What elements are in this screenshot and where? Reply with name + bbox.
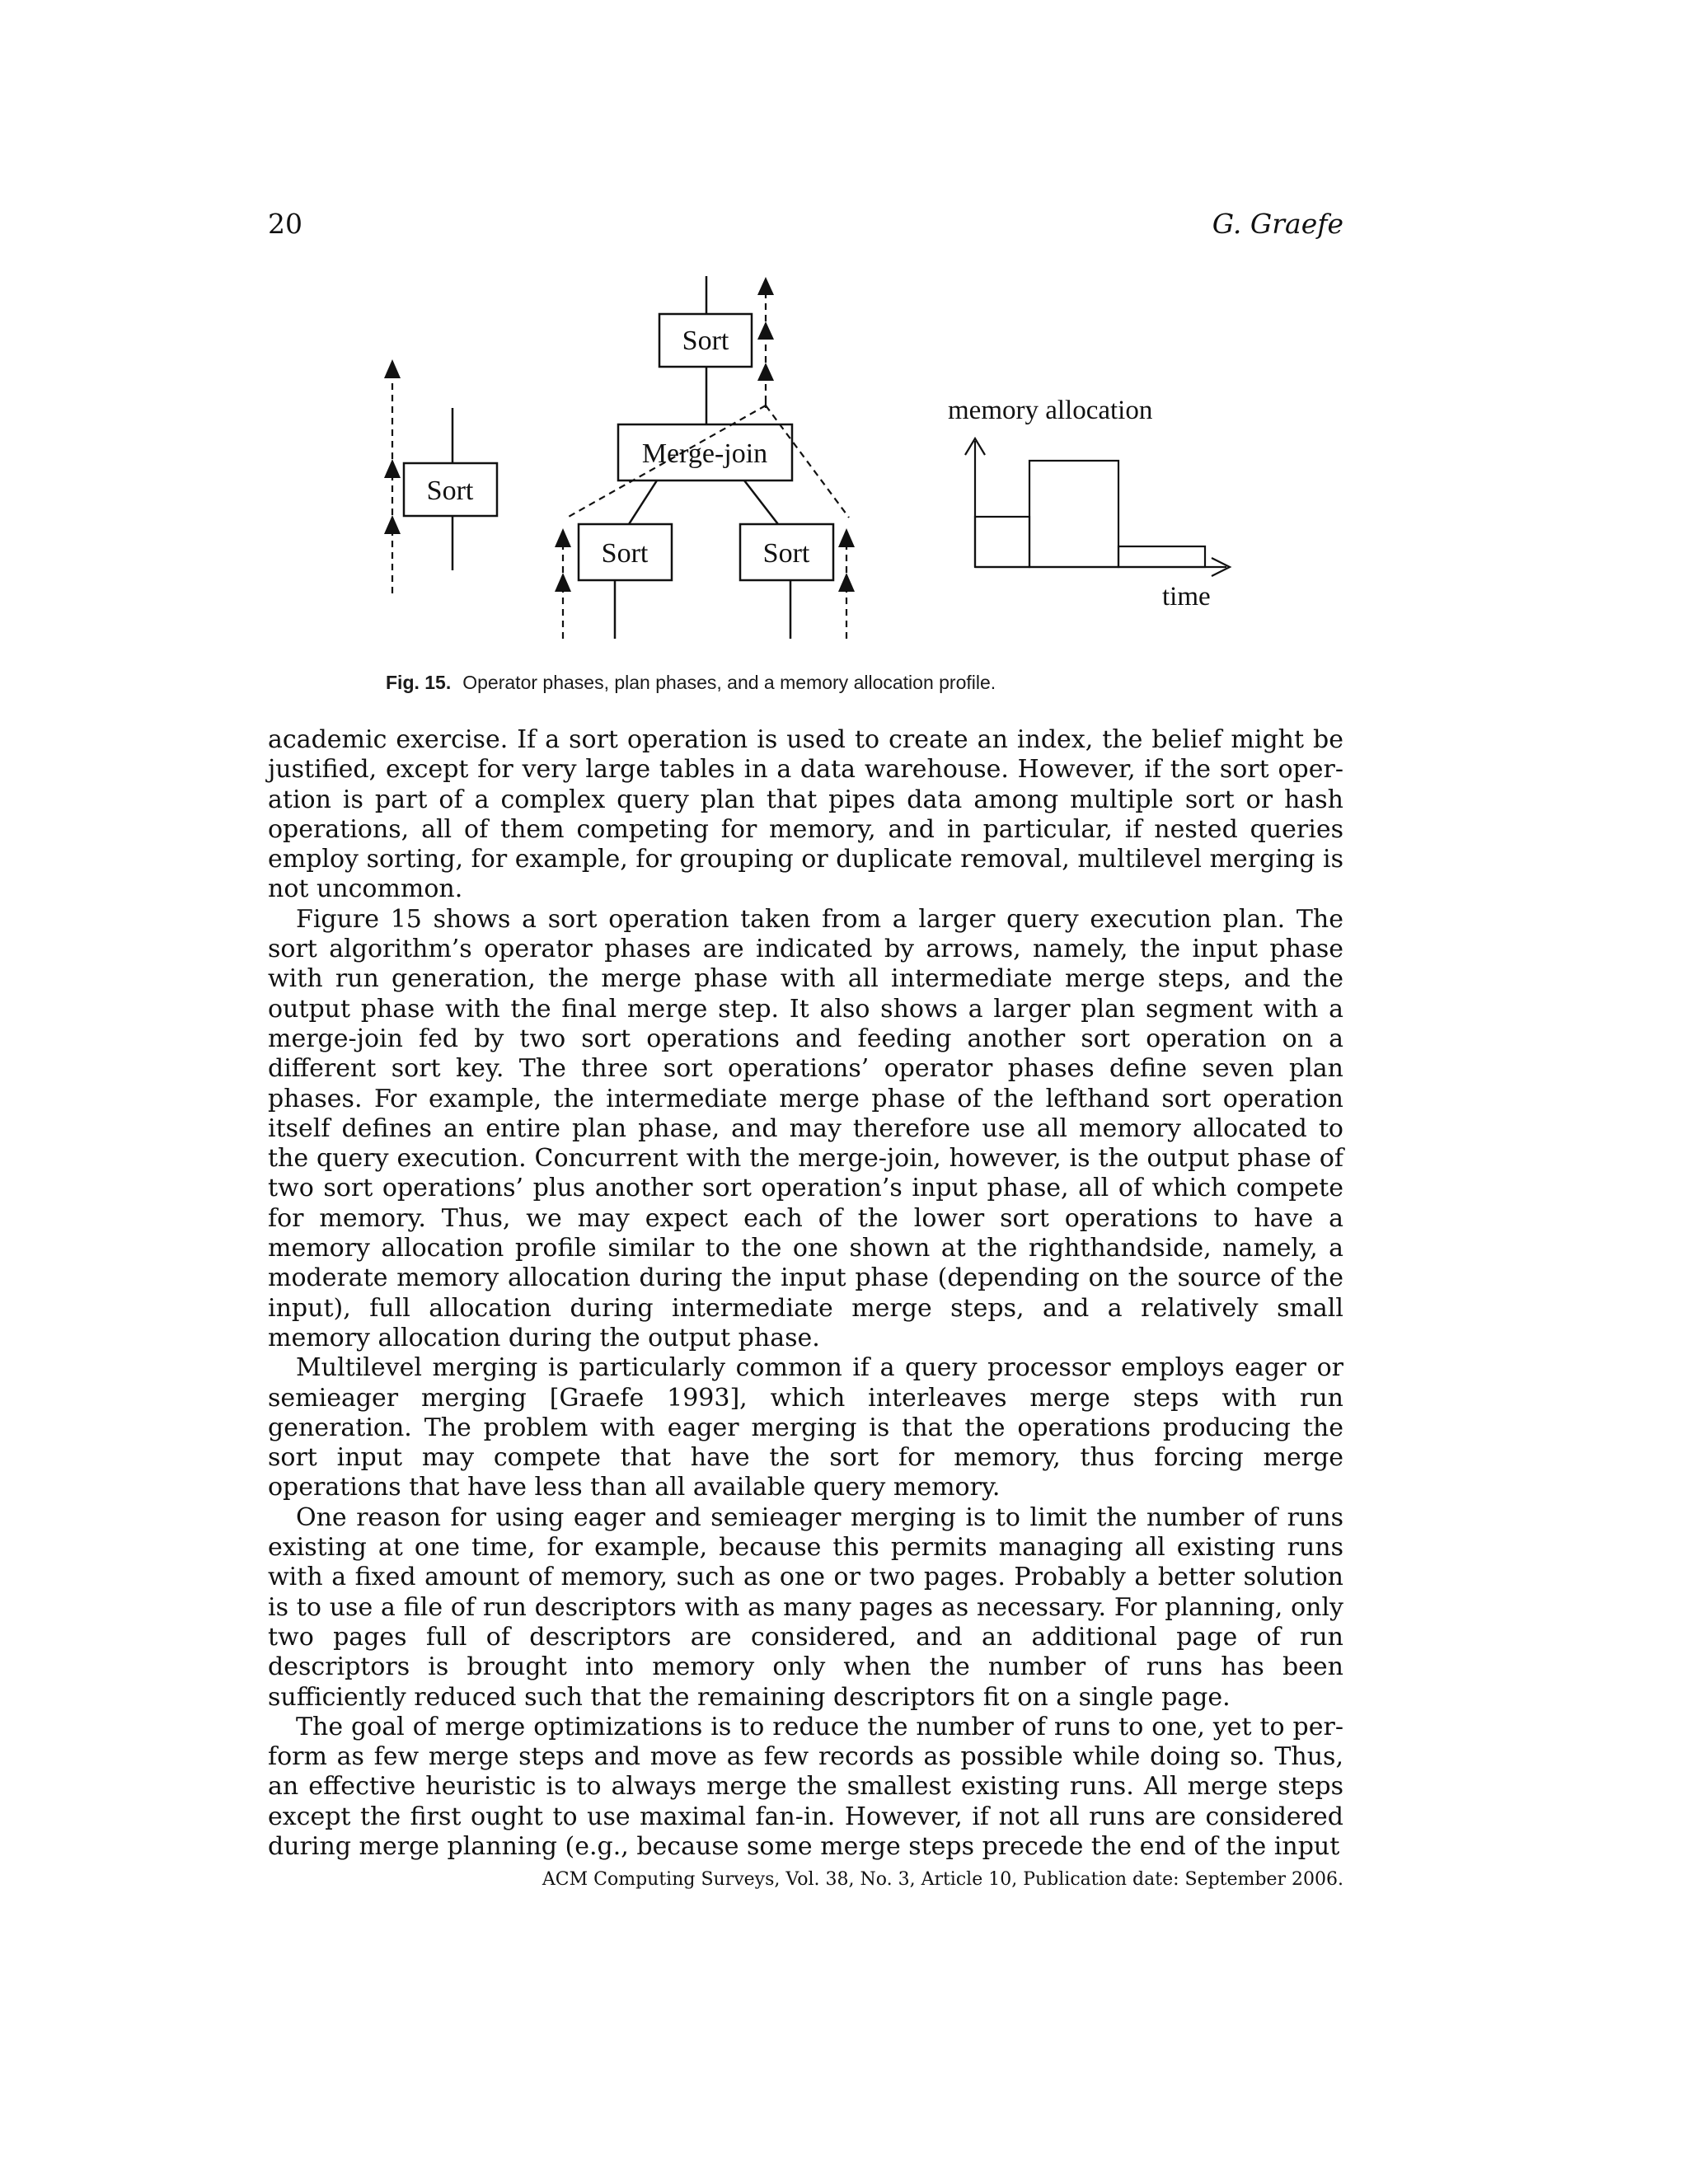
memory-allocation-profile: [948, 396, 1230, 612]
time-axis-label: time: [1162, 582, 1211, 612]
top-sort-phase-arrows: [757, 277, 774, 402]
lower-right-sort-phase-arrows: [838, 528, 855, 639]
left-sort-label: Sort: [426, 476, 474, 506]
paragraph: Multilevel merging is particularly common if a query processor employs eager or semieager merging [Graefe 1993], which interleaves merge steps with run generation. The problem with eager merging is that the operations producing the sort input may compete that have the sort for memory, thus forcing merge operations that have less than all available query memory.: [268, 1353, 1343, 1502]
phase-arrowhead: [838, 573, 855, 592]
figure-15: [0, 0, 1688, 659]
phase-arrowhead: [555, 573, 571, 592]
phase-arrowhead: [757, 277, 774, 295]
plan-left-sort: [579, 524, 672, 639]
figure-caption-text: Operator phases, plan phases, and a memory allocation profile.: [462, 672, 996, 693]
page-footer: ACM Computing Surveys, Vol. 38, No. 3, Article 10, Publication date: September 2006.: [542, 1869, 1343, 1890]
lower-left-sort-label: Sort: [601, 538, 649, 569]
phase-arrowhead: [384, 359, 401, 378]
merge-phase-allocation: [1029, 461, 1118, 567]
paragraph: academic exercise. If a sort operation is used to create an index, the belief might be justified, except for very large tables in a data warehouse. However, if the sort operation is part of a complex query plan that pipes data among multiple sort or hash operations, all of them competing for memory, and in particular, if nested queries employ sorting, for example, for grouping or duplicate removal, multilevel merging is not uncommon.: [268, 725, 1343, 904]
body-text: [268, 725, 1343, 1862]
paragraph: The goal of merge optimizations is to reduce the number of runs to one, yet to perform as few merge steps and move as few records as possible while doing so. Thus, an effective heuristic is to always merge the smallest existing runs. All merge steps except the first ought to use maximal fan-in. However, if not all runs are considered during merge planning (e.g., because some merge steps precede the end of the input: [268, 1712, 1343, 1861]
figure-caption: [386, 669, 1375, 696]
phase-arrowhead: [384, 459, 401, 478]
input-phase-allocation: [975, 517, 1029, 567]
lower-left-sort-phase-arrows: [555, 528, 571, 639]
lower-right-sort-label: Sort: [762, 538, 810, 569]
phase-arrowhead: [757, 321, 774, 340]
merge-join-label: Merge-join: [641, 438, 768, 469]
page-number: 20: [268, 208, 302, 240]
phase-arrowhead: [555, 528, 571, 547]
left-sort-operator: [404, 408, 497, 570]
memory-allocation-axis-label: memory allocation: [948, 396, 1153, 425]
figure-number: Fig. 15.: [386, 672, 452, 693]
plan-top-sort: [659, 276, 752, 424]
paragraph: One reason for using eager and semieager merging is to limit the number of runs existing at one time, for example, because this permits managing all existing runs with a fixed amount of memory, such as one or two pages. Probably a better solution is to use a file of run descriptors with as many pages as necessary. For planning, only two pages full of descriptors are considered, and an additional page of run descriptors is brought into memory only when the number of runs has been sufficiently reduced such that the remaining descriptors fit on a single page.: [268, 1502, 1343, 1712]
phase-arrowhead: [838, 528, 855, 547]
left-operator-phase-arrows: [384, 359, 401, 593]
figure-15-drawing: [0, 0, 1688, 659]
output-phase-allocation: [1118, 546, 1205, 567]
paragraph: Figure 15 shows a sort operation taken from a larger query execution plan. The sort algorithm’s operator phases are indicated by arrows, namely, the input phase with run generation, the merge phase with all intermediate merge steps, and the output phase with the final merge step. It also shows a larger plan segment with a merge-join fed by two sort operations and feeding another sort operation on a different sort key. The three sort operations’ operator phases define seven plan phases. For example, the intermediate merge phase of the lefthand sort operation itself defines an entire plan phase, and may therefore use all memory allocated to the query execution. Concurrent with the merge-join, however, is the output phase of two sort operations’ plus another sort operation’s input phase, all of which compete for memory. Thus, we may expect each of the lower sort operations to have a memory allocation profile similar to the one shown at the righthandside, namely, a moderate memory allocation during the input phase (depending on the source of the input), full allocation during intermediate merge steps, and a relatively small memory allocation during the output phase.: [268, 904, 1343, 1352]
plan-right-sort: [740, 524, 833, 639]
phase-arrowhead: [384, 515, 401, 534]
top-sort-label: Sort: [682, 326, 729, 356]
author-running-head: G. Graefe: [1212, 208, 1343, 240]
phase-arrowhead: [757, 363, 774, 381]
